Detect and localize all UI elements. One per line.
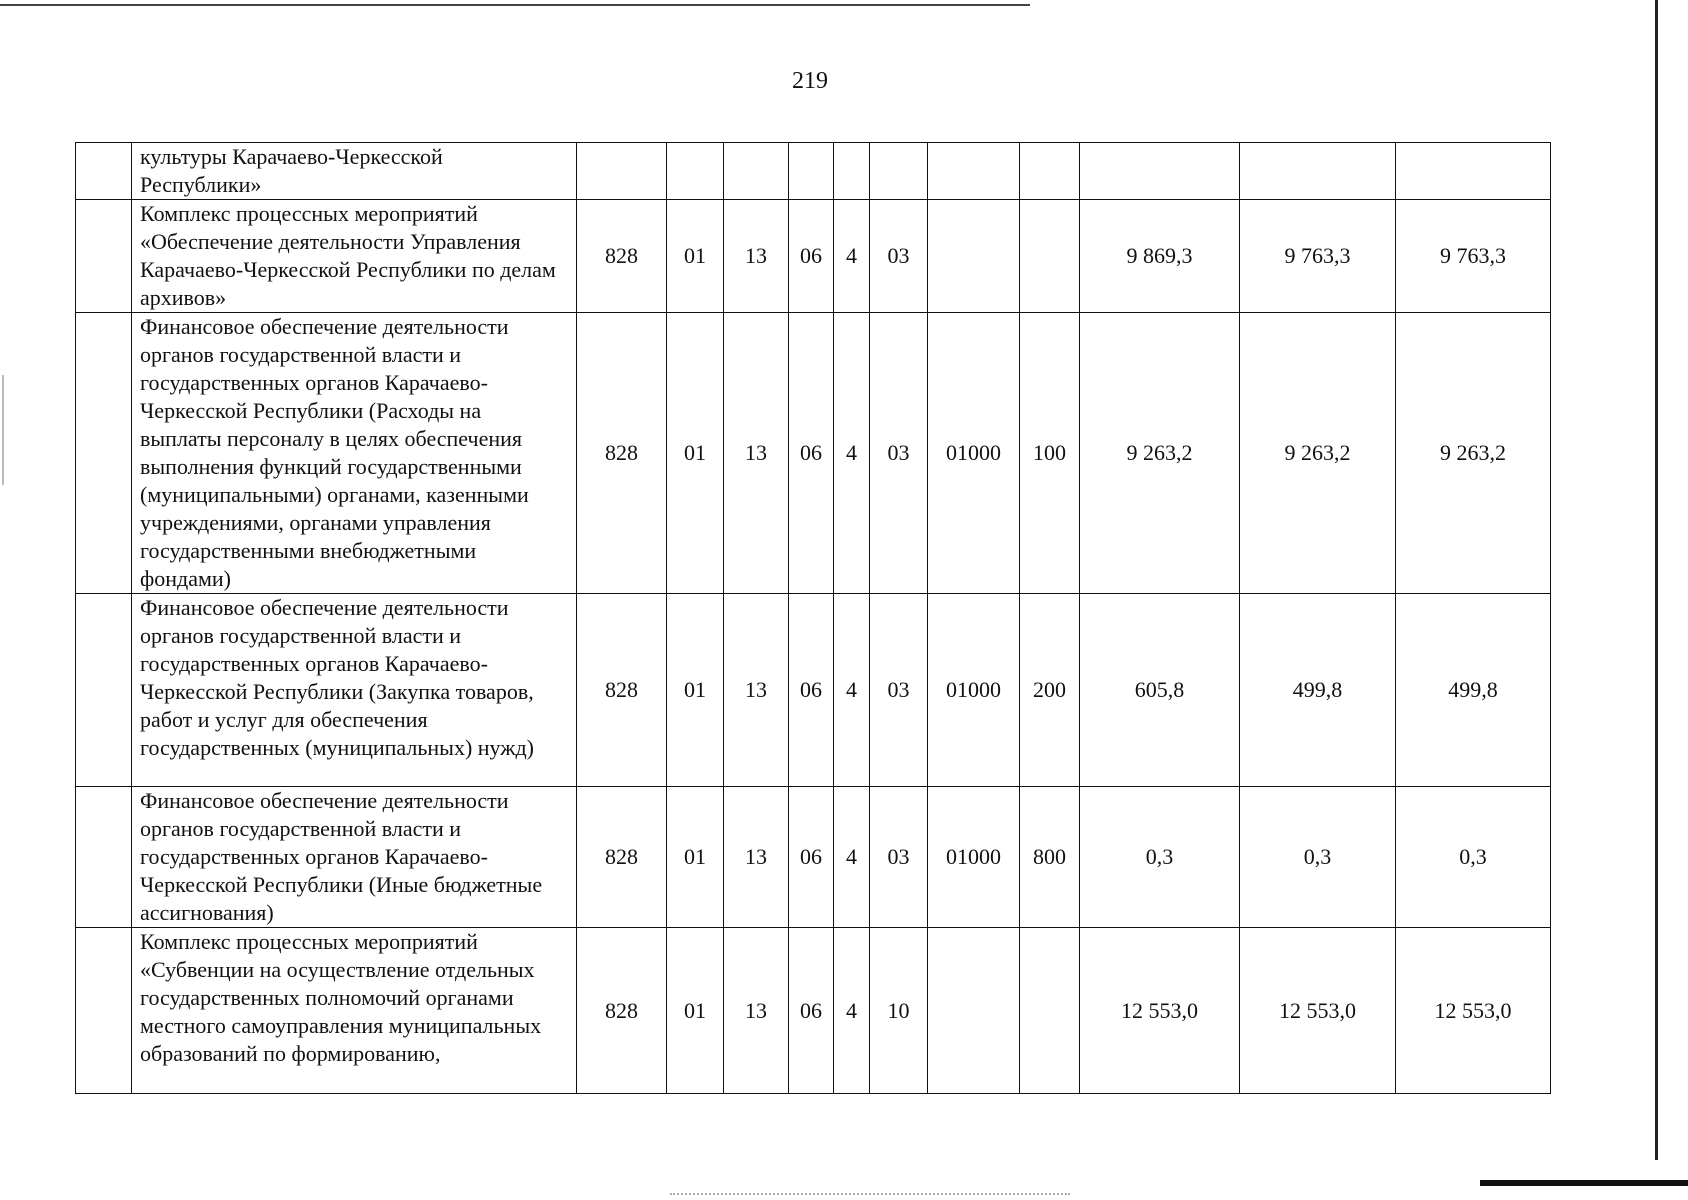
amount-year1-cell: 12 553,0 <box>1080 928 1240 1094</box>
structural-element-code-cell: 03 <box>870 594 928 787</box>
amount-year2-cell: 12 553,0 <box>1240 928 1396 1094</box>
structural-element-code-cell: 10 <box>870 928 928 1094</box>
table-row <box>76 594 1551 787</box>
scan-artifact-bottom-smudge <box>670 1193 1070 1197</box>
table-row <box>76 787 1551 928</box>
structural-element-code-cell: 03 <box>870 313 928 594</box>
table-row <box>76 928 1551 1094</box>
amount-year1-cell: 9 263,2 <box>1080 313 1240 594</box>
ministry-code-cell: 828 <box>577 787 667 928</box>
amount-year1-cell: 9 869,3 <box>1080 200 1240 313</box>
type-code-cell: 4 <box>834 200 870 313</box>
section-code-cell: 01 <box>667 928 724 1094</box>
section-code-cell <box>667 143 724 200</box>
ministry-code-cell <box>577 143 667 200</box>
subsection-code-cell <box>724 143 789 200</box>
ministry-code-cell: 828 <box>577 928 667 1094</box>
amount-year3-cell: 9 263,2 <box>1396 313 1551 594</box>
program-code-cell: 06 <box>789 594 834 787</box>
table-row <box>76 200 1551 313</box>
amount-year3-cell: 9 763,3 <box>1396 200 1551 313</box>
section-code-cell: 01 <box>667 313 724 594</box>
scan-artifact-bottom-edge <box>1480 1180 1688 1186</box>
ministry-code-cell: 828 <box>577 594 667 787</box>
expense-name-cell: Финансовое обеспечение деятельности органов государственной власти и государственных органов Карачаево-Черкесской Республики (Расходы на выплаты персоналу в целях обеспечения выполнения функций государственными (муниципальными) органами, казенными учреждениями, органами управления государственными внебюджетными фондами) <box>132 313 577 594</box>
expense-type-code-cell: 100 <box>1020 313 1080 594</box>
program-code-cell: 06 <box>789 787 834 928</box>
expense-type-code-cell <box>1020 928 1080 1094</box>
subsection-code-cell: 13 <box>724 200 789 313</box>
row-index-cell <box>76 200 132 313</box>
expense-name-cell: Финансовое обеспечение деятельности органов государственной власти и государственных органов Карачаево-Черкесской Республики (Иные бюджетные ассигнования) <box>132 787 577 928</box>
ministry-code-cell: 828 <box>577 313 667 594</box>
expense-name-cell: Комплекс процессных мероприятий «Обеспечение деятельности Управления Карачаево-Черкесской Республики по делам архивов» <box>132 200 577 313</box>
expense-type-code-cell: 800 <box>1020 787 1080 928</box>
amount-year3-cell <box>1396 143 1551 200</box>
row-index-cell <box>76 313 132 594</box>
direction-code-cell: 01000 <box>928 313 1020 594</box>
expense-type-code-cell <box>1020 200 1080 313</box>
amount-year3-cell: 12 553,0 <box>1396 928 1551 1094</box>
structural-element-code-cell <box>870 143 928 200</box>
amount-year2-cell: 9 263,2 <box>1240 313 1396 594</box>
scan-artifact-right-edge <box>1655 0 1658 1160</box>
type-code-cell: 4 <box>834 787 870 928</box>
expense-type-code-cell: 200 <box>1020 594 1080 787</box>
section-code-cell: 01 <box>667 594 724 787</box>
expense-type-code-cell <box>1020 143 1080 200</box>
direction-code-cell <box>928 928 1020 1094</box>
row-index-cell <box>76 928 132 1094</box>
scan-artifact-top-line <box>0 4 1030 6</box>
direction-code-cell: 01000 <box>928 594 1020 787</box>
type-code-cell: 4 <box>834 928 870 1094</box>
scan-artifact-left-edge <box>2 375 4 485</box>
type-code-cell: 4 <box>834 594 870 787</box>
expense-name-cell: Комплекс процессных мероприятий «Субвенции на осуществление отдельных государственных полномочий органами местного самоуправления муниципальных образований по формированию, <box>132 928 577 1094</box>
structural-element-code-cell: 03 <box>870 200 928 313</box>
ministry-code-cell: 828 <box>577 200 667 313</box>
amount-year2-cell: 9 763,3 <box>1240 200 1396 313</box>
program-code-cell: 06 <box>789 313 834 594</box>
amount-year2-cell: 499,8 <box>1240 594 1396 787</box>
amount-year1-cell <box>1080 143 1240 200</box>
section-code-cell: 01 <box>667 200 724 313</box>
amount-year3-cell: 0,3 <box>1396 787 1551 928</box>
subsection-code-cell: 13 <box>724 787 789 928</box>
amount-year1-cell: 0,3 <box>1080 787 1240 928</box>
row-index-cell <box>76 787 132 928</box>
structural-element-code-cell: 03 <box>870 787 928 928</box>
direction-code-cell <box>928 143 1020 200</box>
subsection-code-cell: 13 <box>724 313 789 594</box>
subsection-code-cell: 13 <box>724 594 789 787</box>
expense-name-cell: культуры Карачаево-Черкесской Республики» <box>132 143 577 200</box>
page-number: 219 <box>792 68 828 94</box>
type-code-cell <box>834 143 870 200</box>
direction-code-cell <box>928 200 1020 313</box>
amount-year1-cell: 605,8 <box>1080 594 1240 787</box>
subsection-code-cell: 13 <box>724 928 789 1094</box>
direction-code-cell: 01000 <box>928 787 1020 928</box>
amount-year2-cell: 0,3 <box>1240 787 1396 928</box>
program-code-cell: 06 <box>789 200 834 313</box>
table-row <box>76 313 1551 594</box>
program-code-cell <box>789 143 834 200</box>
type-code-cell: 4 <box>834 313 870 594</box>
expense-name-cell: Финансовое обеспечение деятельности органов государственной власти и государственных органов Карачаево-Черкесской Республики (Закупка товаров, работ и услуг для обеспечения государственных (муниципальных) нужд) <box>132 594 577 787</box>
budget-table <box>75 142 1551 1094</box>
row-index-cell <box>76 594 132 787</box>
amount-year3-cell: 499,8 <box>1396 594 1551 787</box>
program-code-cell: 06 <box>789 928 834 1094</box>
section-code-cell: 01 <box>667 787 724 928</box>
row-index-cell <box>76 143 132 200</box>
table-row <box>76 143 1551 200</box>
amount-year2-cell <box>1240 143 1396 200</box>
